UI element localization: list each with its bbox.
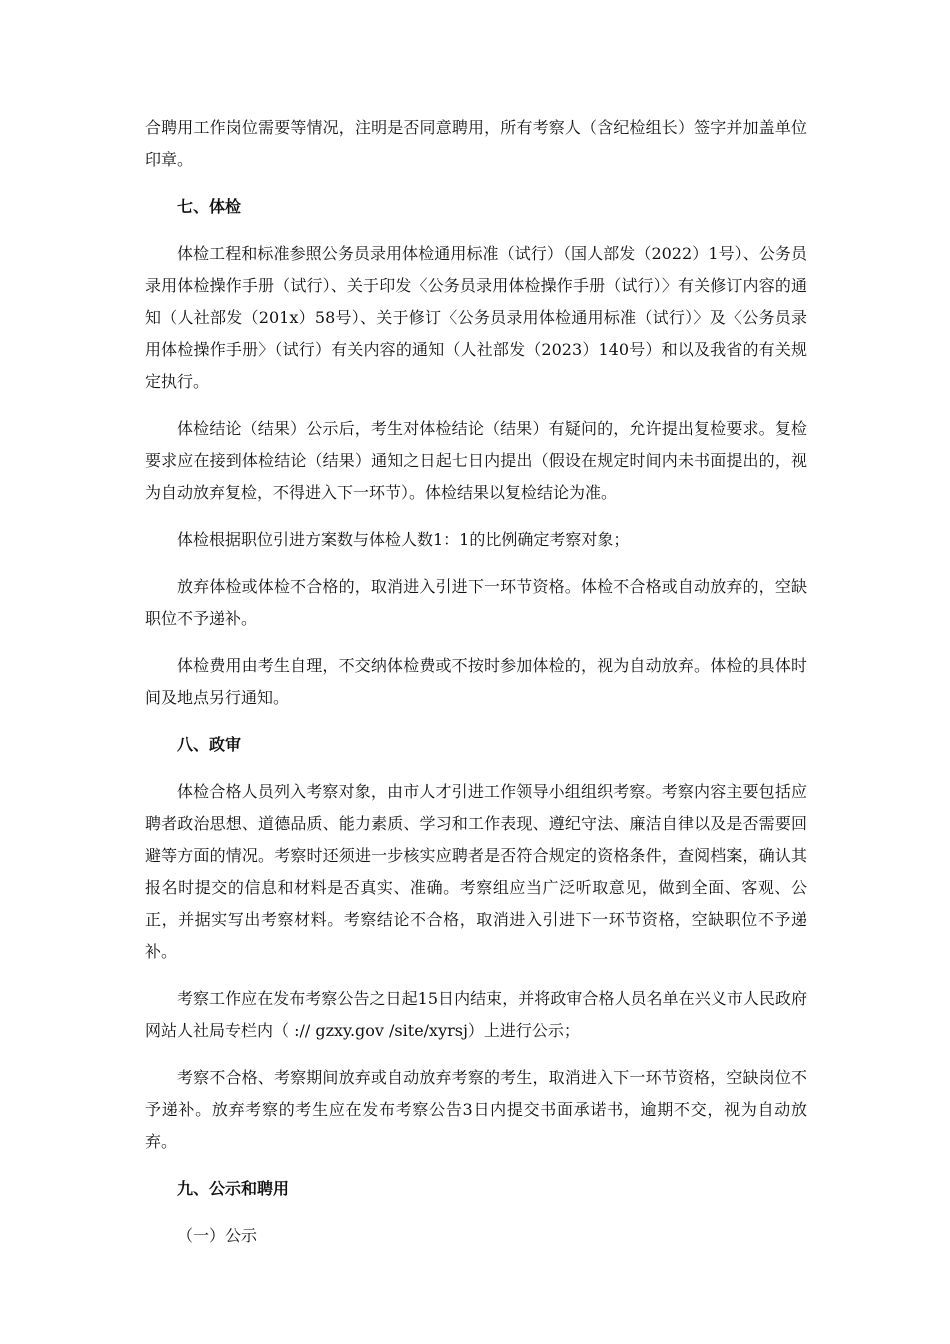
- paragraph: 考察工作应在发布考察公告之日起15日内结束，并将政审合格人员名单在兴义市人民政府网站人社局专栏内（ :// gzxy.gov /site/xyrsj）上进行公示；: [145, 989, 807, 1040]
- section-heading-publicity-and-hiring: 九、公示和聘用: [177, 1179, 290, 1198]
- paragraph: 体检工程和标准参照公务员录用体检通用标准（试行）（国人部发（2022）1号）、公务员录用体检操作手册（试行）、关于印发〈公务员录用体检操作手册（试行）〉有关修订内容的通知（人社部发（201x）58号）、关于修订〈公务员录用体检通用标准（试行）〉及〈公务员录用体检操作手册〉（试行）有关内容的通知（人社部发（2023）140号）和以及我省的有关规定执行。: [145, 244, 807, 391]
- paragraph: 体检合格人员列入考察对象，由市人才引进工作领导小组组织考察。考察内容主要包括应聘者政治思想、道德品质、能力素质、学习和工作表现、遵纪守法、廉洁自律以及是否需要回避等方面的情况。考察时还须进一步核实应聘者是否符合规定的资格条件，查阅档案，确认其报名时提交的信息和材料是否真实、准确。考察组应当广泛听取意见，做到全面、客观、公正，并据实写出考察材料。考察结论不合格，取消进入引进下一环节资格，空缺职位不予递补。: [145, 782, 807, 961]
- paragraph: 体检结论（结果）公示后，考生对体检结论（结果）有疑问的，允许提出复检要求。复检要求应在接到体检结论（结果）通知之日起七日内提出（假设在规定时间内未书面提出的，视为自动放弃复检，不得进入下一环节）。体检结果以复检结论为准。: [145, 419, 807, 502]
- paragraph: 考察不合格、考察期间放弃或自动放弃考察的考生，取消进入下一环节资格，空缺岗位不予递补。放弃考察的考生应在发布考察公告3日内提交书面承诺书，逾期不交，视为自动放弃。: [145, 1068, 807, 1151]
- paragraph: 放弃体检或体检不合格的，取消进入引进下一环节资格。体检不合格或自动放弃的，空缺职位不予递补。: [145, 577, 807, 628]
- subsection-heading-publicity: （一）公示: [177, 1226, 258, 1245]
- document-body: [145, 112, 807, 1252]
- paragraph: 体检费用由考生自理，不交纳体检费或不按时参加体检的，视为自动放弃。体检的具体时间及地点另行通知。: [145, 656, 807, 707]
- paragraph: 体检根据职位引进方案数与体检人数1：1的比例确定考察对象；: [177, 530, 630, 549]
- section-heading-physical-exam: 七、体检: [177, 197, 242, 216]
- paragraph: 合聘用工作岗位需要等情况，注明是否同意聘用，所有考察人（含纪检组长）签字并加盖单位印章。: [145, 118, 807, 169]
- section-heading-political-review: 八、政审: [177, 735, 242, 754]
